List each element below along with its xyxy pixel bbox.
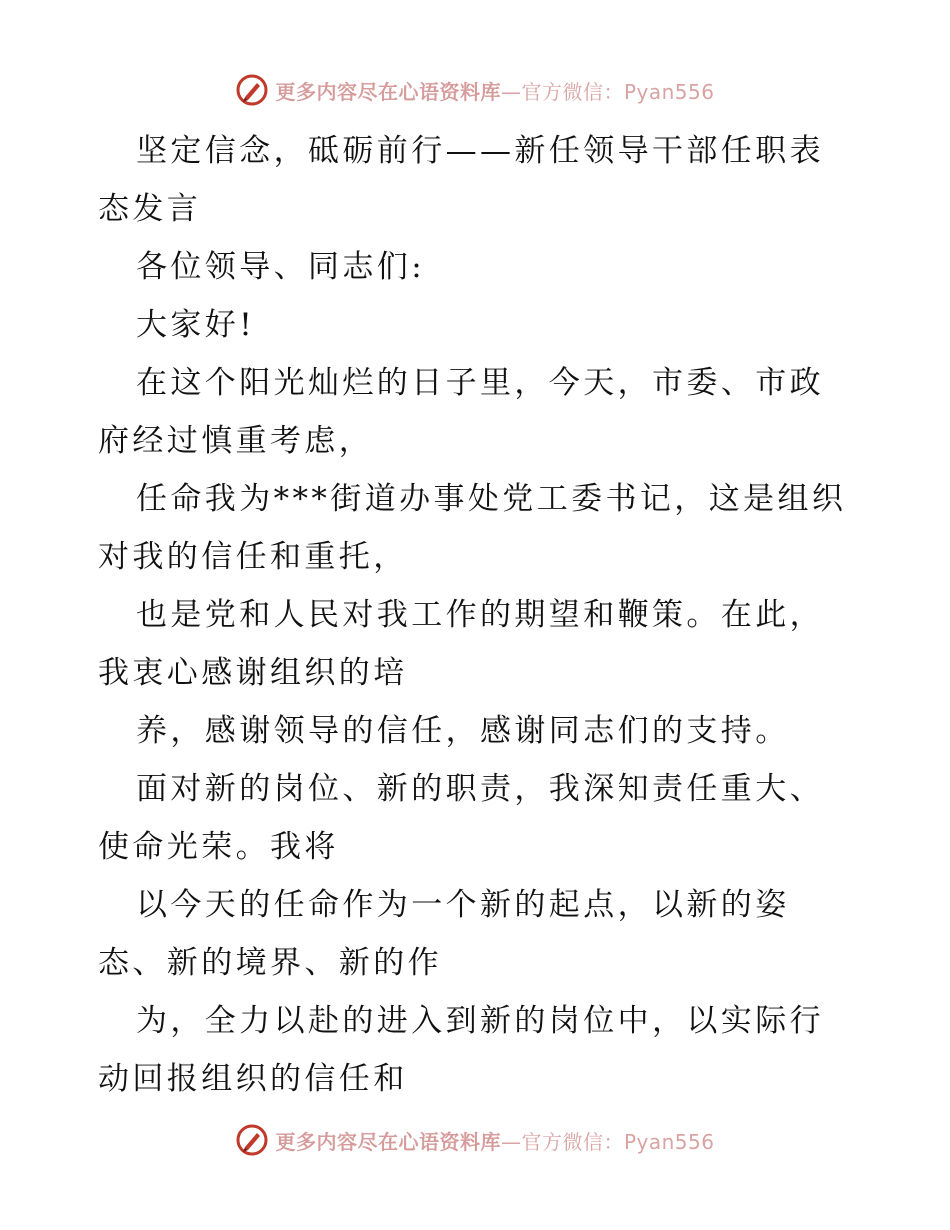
paragraph: 养，感谢领导的信任，感谢同志们的支持。 (136, 713, 790, 749)
greeting: 大家好! (136, 307, 256, 343)
document-title: 坚定信念，砥砺前行——新任领导干部任职表态发言 (98, 133, 824, 227)
paragraph: 也是党和人民对我工作的期望和鞭策。在此，我衷心感谢组织的培 (98, 597, 824, 691)
header-watermark (0, 70, 950, 110)
paragraph: 在这个阳光灿烂的日子里，今天，市委、市政府经过慎重考虑， (98, 365, 824, 459)
watermark-dash: — (500, 1129, 522, 1154)
watermark-text (275, 1126, 714, 1155)
paragraph: 任命我为***街道办事处党工委书记，这是组织对我的信任和重托， (98, 481, 847, 575)
paragraph: 以今天的任命作为一个新的起点，以新的姿态、新的境界、新的作 (98, 887, 790, 981)
salutation: 各位领导、同志们: (136, 249, 426, 285)
pen-circle-logo-icon (235, 1123, 269, 1157)
watermark-text (275, 76, 714, 105)
watermark-suffix: 官方微信：Pyan556 (521, 79, 715, 104)
paragraph: 面对新的岗位、新的职责，我深知责任重大、使命光荣。我将 (98, 771, 824, 865)
paragraph: 为，全力以赴的进入到新的岗位中，以实际行动回报组织的信任和 (98, 1003, 824, 1097)
pen-circle-logo-icon (235, 73, 269, 107)
footer-watermark (0, 1120, 950, 1160)
watermark-dash: — (500, 79, 522, 104)
watermark-brand: 更多内容尽在心语资料库 (275, 1129, 501, 1154)
watermark-suffix: 官方微信：Pyan556 (521, 1129, 715, 1154)
document-body (98, 122, 858, 1108)
watermark-brand: 更多内容尽在心语资料库 (275, 79, 501, 104)
